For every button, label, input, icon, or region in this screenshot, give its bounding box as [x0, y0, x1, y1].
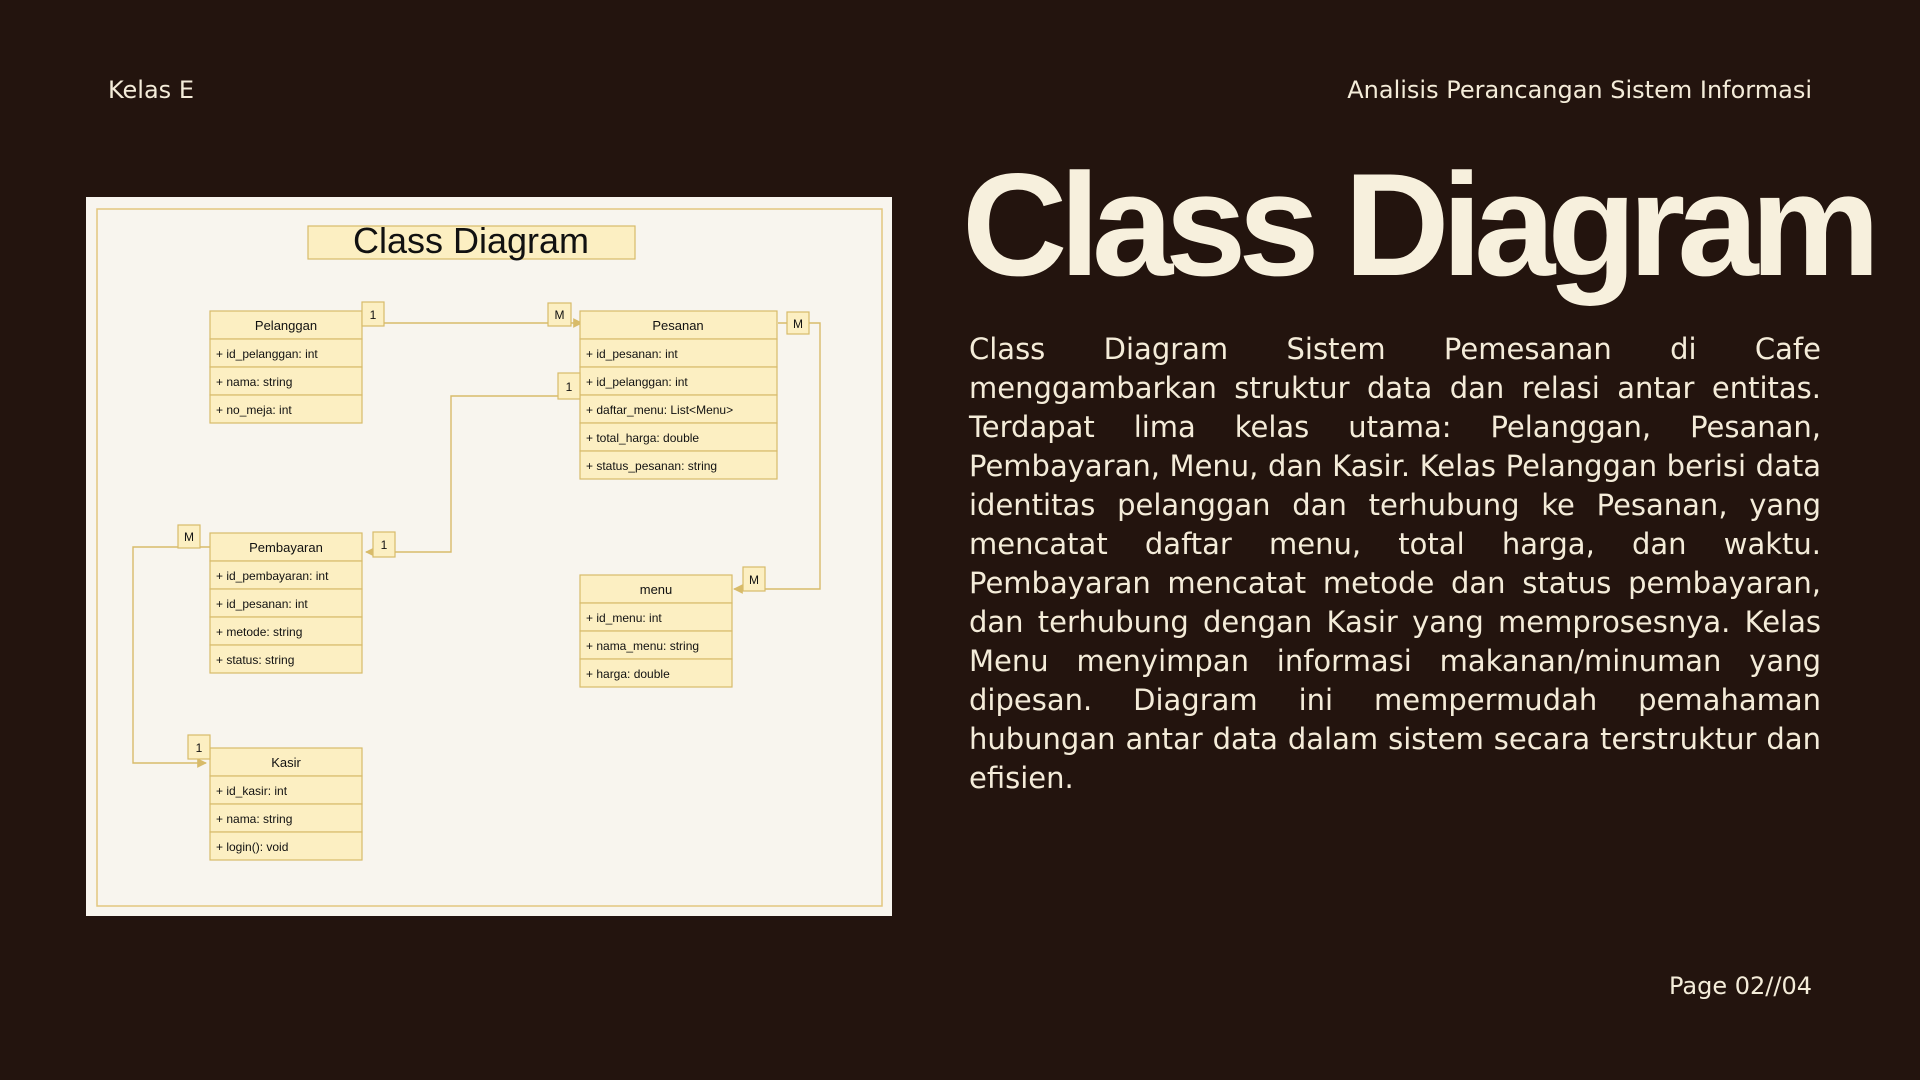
multiplicity-pesanan-right: [787, 312, 809, 334]
class-attribute: + login(): void: [216, 840, 289, 854]
class-attribute: + id_pelanggan: int: [586, 375, 688, 389]
class-attribute: + status: string: [216, 653, 295, 667]
class-name: menu: [639, 582, 673, 597]
multiplicity-kasir: [188, 735, 210, 759]
svg-text:M: M: [749, 573, 759, 587]
connector-pesanan-pembayaran: [366, 396, 582, 552]
slide-title: Class Diagram: [962, 143, 1873, 306]
multiplicity-pesanan-left: [548, 303, 571, 326]
class-box-kasir: [210, 748, 362, 860]
multiplicity-pembayaran-right: [373, 532, 395, 557]
svg-text:1: 1: [195, 741, 203, 755]
svg-text:M: M: [793, 317, 803, 331]
multiplicity-pembayaran-left: [178, 525, 200, 548]
class-attribute: + harga: double: [586, 667, 670, 681]
class-attribute: + id_pesanan: int: [216, 597, 308, 611]
diagram-panel: [86, 197, 892, 916]
class-attribute: + nama_menu: string: [586, 639, 700, 653]
page-number: Page 02//04: [1669, 972, 1812, 1000]
svg-text:M: M: [554, 308, 565, 322]
class-name: Kasir: [271, 755, 301, 770]
class-attribute: + no_meja: int: [216, 403, 292, 417]
svg-text:1: 1: [380, 538, 388, 552]
slide-description: Class Diagram Sistem Pemesanan di Cafe menggambarkan struktur data dan relasi antar entitas. Terdapat lima kelas utama: Pelanggan, Pesanan, Pembayaran, Menu, dan Kasir. Kelas Pelanggan berisi data identitas pelanggan dan terhubung ke Pesanan, yang mencatat daftar menu, total harga, dan waktu. Pembayaran mencatat metode dan status pembayaran, dan terhubung dengan Kasir yang memprosesnya. Kelas Menu menyimpan informasi makanan/minuman yang dipesan. Diagram ini mempermudah pemahaman hubungan antar data dalam sistem secara terstruktur dan efisien.: [969, 332, 1821, 795]
diagram-title: Class Diagram: [352, 220, 590, 261]
svg-text:M: M: [184, 530, 194, 544]
class-attribute: + id_pelanggan: int: [216, 347, 318, 361]
class-box-pesanan: [580, 311, 777, 479]
class-attribute: + id_kasir: int: [216, 784, 288, 798]
class-attribute: + metode: string: [216, 625, 303, 639]
class-attribute: + total_harga: double: [586, 431, 700, 445]
multiplicity-menu: [743, 567, 765, 591]
class-attribute: + id_menu: int: [586, 611, 662, 625]
class-attribute: + nama: string: [216, 812, 293, 826]
multiplicity-pelanggan: [362, 302, 384, 326]
class-label: Kelas E: [108, 76, 194, 104]
class-attribute: + nama: string: [216, 375, 293, 389]
class-box-pembayaran: [210, 533, 362, 673]
multiplicity-pesanan-lower: [558, 373, 580, 399]
class-diagram: [86, 197, 892, 916]
class-box-pelanggan: [210, 311, 362, 423]
class-name: Pelanggan: [254, 318, 318, 333]
class-name: Pembayaran: [249, 540, 323, 555]
svg-text:1: 1: [369, 308, 377, 322]
course-title: Analisis Perancangan Sistem Informasi: [1347, 76, 1812, 104]
svg-text:1: 1: [565, 380, 573, 394]
class-attribute: + status_pesanan: string: [586, 459, 718, 473]
class-attribute: + daftar_menu: List<Menu>: [586, 403, 734, 417]
class-attribute: + id_pembayaran: int: [216, 569, 329, 583]
class-box-menu: [580, 575, 732, 687]
class-name: Pesanan: [652, 318, 704, 333]
class-attribute: + id_pesanan: int: [586, 347, 678, 361]
